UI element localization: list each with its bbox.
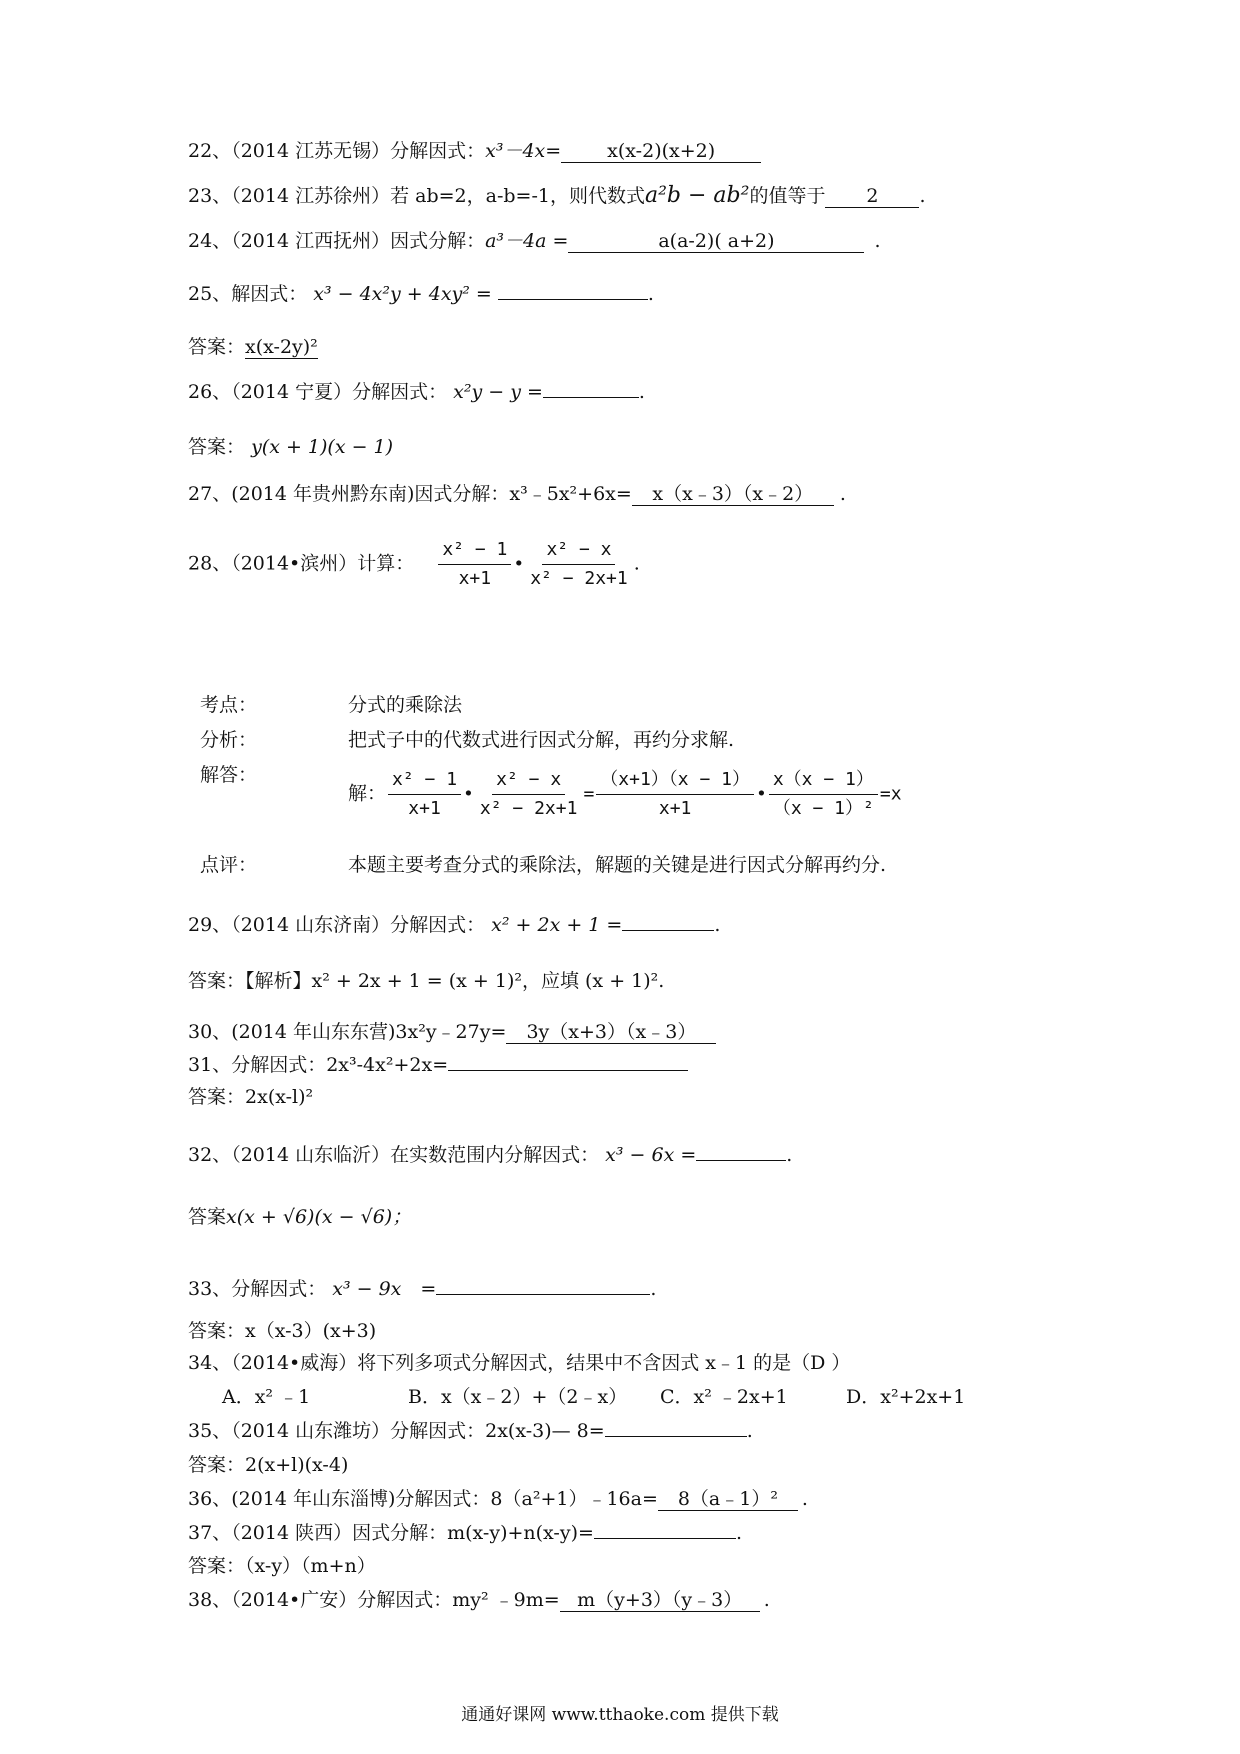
- question-source: （2014 江苏无锡）: [231, 140, 391, 162]
- fraction: [388, 768, 461, 821]
- question-source: （2014 江西抚州）: [231, 230, 391, 252]
- answer-label: 答案：: [188, 1086, 246, 1108]
- question-number: 35、: [188, 1420, 232, 1442]
- question-source: （2014 山东临沂）: [231, 1144, 391, 1166]
- period: .: [638, 381, 645, 403]
- answer-label: 答案：: [188, 436, 246, 458]
- answer-label: 答案：: [188, 1320, 246, 1342]
- fraction-denominator: x+1: [658, 798, 692, 819]
- answer-35: [188, 1452, 348, 1478]
- question-prompt: 分解因式：: [357, 1589, 453, 1611]
- fraction-denominator: x+1: [408, 798, 441, 819]
- dianping-label: 点评：: [200, 854, 258, 876]
- fraction-denominator: x² − 2x+1: [530, 568, 628, 589]
- choice-a: [222, 1384, 310, 1410]
- answer-blank: 2: [825, 185, 919, 208]
- math-expression: 8（a²+1）﹣16a=: [490, 1488, 658, 1510]
- question-37: [188, 1520, 742, 1546]
- math-expression: a³－4a =: [485, 230, 569, 252]
- question-prompt: 分解因式：: [390, 914, 486, 936]
- question-number: 22、: [188, 140, 232, 162]
- question-source: （2014 宁夏）: [231, 381, 353, 403]
- math-expression: x³－4x=: [485, 140, 562, 162]
- math-expression: 3x²y﹣27y=: [395, 1021, 507, 1043]
- question-23: [188, 183, 926, 209]
- period: .: [633, 552, 640, 575]
- question-prompt: 分解因式：: [390, 140, 486, 162]
- question-28: [188, 538, 640, 591]
- period: .: [874, 230, 881, 252]
- answer-26: [188, 434, 393, 460]
- answer-text: x（x-3）(x+3): [245, 1320, 377, 1342]
- answer-29: [188, 968, 664, 994]
- question-source: (2014 年山东淄博): [231, 1488, 396, 1510]
- question-prompt: 因式分解：: [414, 483, 510, 505]
- question-number: 28、: [188, 552, 232, 575]
- fraction: [438, 538, 511, 591]
- answer-blank: [594, 1520, 736, 1539]
- question-22: [188, 138, 761, 164]
- answer-blank: 3y（x+3）（x﹣3）: [506, 1021, 716, 1044]
- answer-label: 答案：: [188, 336, 246, 358]
- answer-33: [188, 1318, 376, 1344]
- answer-25: [188, 334, 318, 360]
- choice-a-text: A．x² ﹣1: [222, 1386, 311, 1408]
- question-27: [188, 481, 846, 507]
- result: =x: [879, 783, 902, 805]
- fraction: [769, 768, 878, 821]
- answer-blank: 8（a﹣1）²: [658, 1488, 798, 1511]
- fenxi-text: 把式子中的代数式进行因式分解，再约分求解.: [348, 729, 735, 751]
- answer-text: x(x + √6)(x − √6)；: [226, 1206, 412, 1228]
- period: .: [746, 1420, 753, 1442]
- question-source: （2014•滨州）: [231, 552, 358, 575]
- question-prompt: 解因式：: [231, 283, 308, 305]
- math-expression: 2x³-4x²+2x=: [326, 1054, 449, 1076]
- question-38: [188, 1587, 770, 1613]
- question-30: [188, 1019, 716, 1045]
- multiply-dot: •: [755, 783, 767, 805]
- question-29: [188, 912, 720, 938]
- fraction: [526, 538, 632, 591]
- question-35: [188, 1418, 753, 1444]
- period: .: [786, 1144, 793, 1166]
- fenxi-label: 分析：: [200, 729, 258, 751]
- fraction: [476, 768, 582, 821]
- period: .: [839, 483, 846, 505]
- page-footer: 通通好课网 www.tthaoke.com 提供下载: [461, 1705, 779, 1725]
- math-expression: my² ﹣9m=: [452, 1589, 560, 1611]
- question-source: （2014 陕西）: [231, 1522, 353, 1544]
- math-expression: a²b − ab²: [644, 183, 750, 208]
- question-source: （2014 江苏徐州）: [231, 185, 391, 207]
- question-prompt-tail: 的值等于: [749, 185, 826, 207]
- choice-b-text: B．x（x﹣2）+（2﹣x）: [408, 1386, 628, 1408]
- multiply-dot: •: [513, 553, 525, 575]
- answer-blank: x（x﹣3）（x﹣2）: [632, 483, 834, 506]
- answer-text: y(x + 1)(x − 1): [251, 436, 394, 458]
- fraction-denominator: x² − 2x+1: [479, 798, 578, 819]
- math-expression: m(x-y)+n(x-y)=: [447, 1522, 594, 1544]
- answer-blank: m（y+3）（y﹣3）: [560, 1589, 760, 1612]
- question-26: [188, 379, 645, 405]
- choice-d: [846, 1384, 965, 1410]
- math-expression: x³ − 9x =: [332, 1278, 437, 1300]
- kaodian-label: 考点：: [200, 694, 258, 716]
- question-24: [188, 228, 880, 254]
- math-expression: 2x(x-3)— 8=: [485, 1420, 605, 1442]
- fraction-numerator: x² − x: [542, 538, 615, 565]
- question-number: 36、: [188, 1488, 232, 1510]
- answer-31: [188, 1084, 313, 1110]
- choice-d-text: D．x²+2x+1: [846, 1386, 966, 1408]
- question-32: [188, 1142, 792, 1168]
- question-number: 38、: [188, 1589, 232, 1611]
- answer-blank: [436, 1276, 650, 1295]
- question-number: 25、: [188, 283, 232, 305]
- dianping-text: 本题主要考查分式的乘除法，解题的关键是进行因式分解再约分.: [348, 854, 887, 876]
- answer-blank: [498, 281, 648, 300]
- question-source: （2014•广安）: [231, 1589, 358, 1611]
- multiply-dot: •: [463, 783, 474, 805]
- fraction-numerator: x（x − 1）: [769, 768, 878, 795]
- answer-label: 答案：: [188, 1454, 246, 1476]
- question-prompt: 分解因式：: [231, 1278, 327, 1300]
- question-31: [188, 1052, 688, 1078]
- question-prompt: 因式分解：: [352, 1522, 448, 1544]
- question-source: (2014 年贵州黔东南): [231, 483, 415, 505]
- question-36: [188, 1486, 808, 1512]
- period: .: [714, 914, 721, 936]
- jieda-label: 解答：: [200, 764, 258, 786]
- question-prompt: 分解因式：: [395, 1488, 491, 1510]
- question-33: [188, 1276, 656, 1302]
- question-number: 37、: [188, 1522, 232, 1544]
- question-number: 27、: [188, 483, 232, 505]
- fraction-numerator: x² − 1: [438, 538, 511, 565]
- question-number: 24、: [188, 230, 232, 252]
- question-34: [188, 1350, 850, 1376]
- solution-label: 解：: [348, 782, 387, 805]
- math-expression: x³﹣5x²+6x=: [509, 483, 632, 505]
- question-number: 29、: [188, 914, 232, 936]
- answer-blank: [696, 1142, 786, 1161]
- period: .: [647, 283, 654, 305]
- fraction-numerator: （x+1）（x − 1）: [596, 768, 754, 795]
- answer-text: 【解析】x² + 2x + 1 = (x + 1)²，应填 (x + 1)².: [245, 970, 665, 992]
- equals-sign: =: [583, 783, 595, 805]
- answer-blank: [543, 379, 639, 398]
- fraction: [596, 768, 754, 821]
- math-expression: x²y − y =: [453, 381, 543, 403]
- answer-blank: [622, 912, 714, 931]
- choice-b: [408, 1384, 627, 1410]
- answer-blank: [448, 1052, 688, 1071]
- period: .: [919, 185, 926, 207]
- answer-label: 答案：: [188, 1555, 246, 1577]
- question-prompt: 分解因式：: [390, 1420, 486, 1442]
- fraction-numerator: x² − 1: [388, 768, 461, 795]
- question-prompt: 若 ab=2，a-b=-1，则代数式: [390, 185, 645, 207]
- answer-32: [188, 1204, 411, 1230]
- question-number: 31、: [188, 1054, 232, 1076]
- answer-text: （x-y）（m+n）: [245, 1555, 376, 1577]
- fraction-denominator: x+1: [458, 568, 492, 589]
- question-number: 33、: [188, 1278, 232, 1300]
- answer-text: x(x-2y)²: [245, 336, 318, 358]
- question-number: 26、: [188, 381, 232, 403]
- question-number: 32、: [188, 1144, 232, 1166]
- question-prompt: 将下列多项式分解因式，结果中不含因式 x﹣1 的是（D ）: [357, 1352, 851, 1374]
- question-source: （2014 山东济南）: [231, 914, 391, 936]
- choice-c: [660, 1384, 788, 1410]
- question-number: 34、: [188, 1352, 232, 1374]
- period: .: [763, 1589, 770, 1611]
- answer-text: 2x(x-l)²: [245, 1086, 314, 1108]
- question-prompt: 分解因式：: [352, 381, 448, 403]
- kaodian-text: 分式的乘除法: [348, 694, 463, 716]
- question-25: [188, 281, 654, 307]
- period: .: [650, 1278, 657, 1300]
- question-prompt: 因式分解：: [390, 230, 486, 252]
- question-source: （2014•威海）: [231, 1352, 358, 1374]
- answer-37: [188, 1553, 376, 1579]
- question-prompt: 计算：: [357, 552, 415, 575]
- answer-blank: [605, 1418, 747, 1437]
- answer-label: 答案：: [188, 970, 246, 992]
- answer-blank: a(a-2)( a+2): [568, 230, 864, 253]
- period: .: [735, 1522, 742, 1544]
- period: .: [801, 1488, 808, 1510]
- question-source: （2014 山东潍坊）: [231, 1420, 391, 1442]
- math-expression: x³ − 6x =: [605, 1144, 697, 1166]
- choice-c-text: C．x² ﹣2x+1: [660, 1386, 788, 1408]
- answer-text: 2(x+l)(x-4): [245, 1454, 349, 1476]
- fraction-numerator: x² − x: [492, 768, 565, 795]
- math-expression: x² + 2x + 1 =: [491, 914, 623, 936]
- math-expression: x³ − 4x²y + 4xy² =: [313, 283, 492, 305]
- question-prompt: 在实数范围内分解因式：: [390, 1144, 600, 1166]
- solution-28: [348, 768, 902, 821]
- answer-blank: x(x-2)(x+2): [561, 140, 761, 163]
- answer-label: 答案: [188, 1206, 227, 1228]
- question-number: 23、: [188, 185, 232, 207]
- question-source: (2014 年山东东营): [231, 1021, 396, 1043]
- question-prompt: 分解因式：: [231, 1054, 327, 1076]
- fraction-denominator: （x − 1）²: [772, 798, 874, 819]
- question-number: 30、: [188, 1021, 232, 1043]
